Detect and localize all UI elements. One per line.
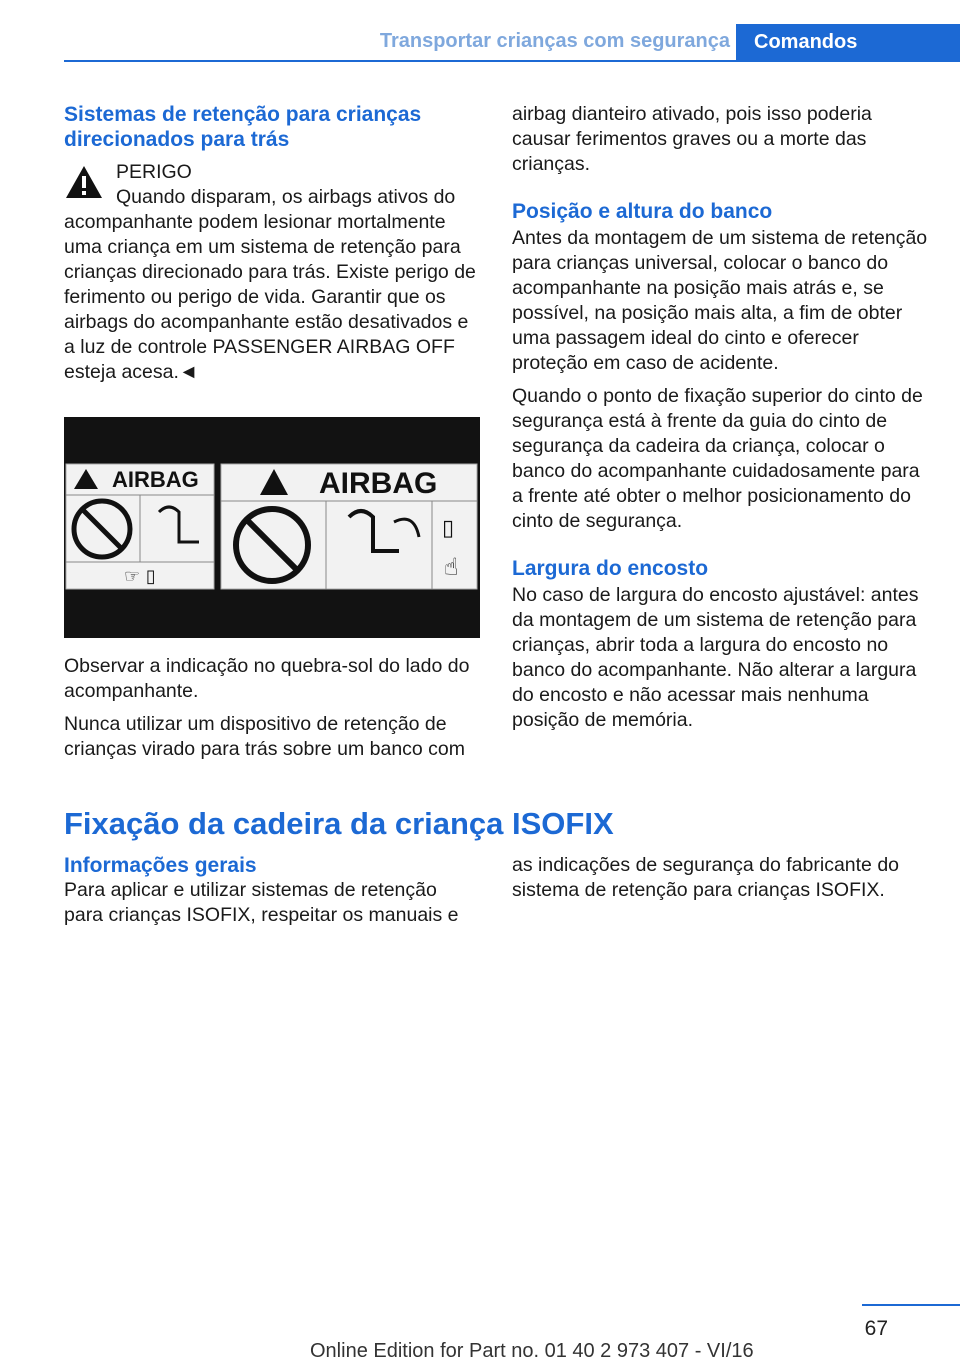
isofix-left [64,853,480,928]
para-isofix-right: as indicações de segurança do fabricante do sistema de retenção para crianças ISOFIX. [512,854,900,901]
para-never-use: Nunca utilizar um dispositivo de retenção de crianças virado para trás sobre um banco com [64,713,466,760]
right-column [512,102,932,733]
para-sunvisor: Observar a indicação no quebra-sol do lado do acompanhante. [64,655,470,702]
para-isofix-left: Para aplicar e utilizar sistemas de retenção para crianças ISOFIX, respeitar os manuais e [64,879,459,926]
warning-label: PERIGO [116,161,192,183]
footer-divider [862,1304,960,1306]
small-airbag-text: AIRBAG [112,467,199,492]
large-hand-icon: ☝ [444,553,459,581]
heading-general-info: Informações gerais [64,854,257,877]
heading-rear-facing: Sistemas de retenção para crianças direcionados para trás [64,103,422,151]
airbag-sticker-illustration [64,417,480,638]
warning-block [64,160,480,385]
para-backrest-width: No caso de largura do encosto ajustável: antes da montagem de um sistema de retenção para crianças, abrir toda a largura do encosto no banco do acompanhante. Não alterar a largura do encosto e não acessar mais nenhuma posição de memória. [512,584,919,731]
airbag-label-photo [64,417,480,638]
header-tab-comandos[interactable]: Comandos [736,24,960,61]
para-seat-position-1: Antes da montagem de um sistema de retenção para crianças universal, colocar o banco do acompanhante na posição mais atrás e, se possível, na posição mais alta, a fim de obter uma passagem ideal do cinto e oferecer proteção em caso de acidente. [512,227,928,374]
small-hand-book-icon: ☞ ▯ [124,566,156,587]
isofix-right [512,853,932,903]
edition-text: Online Edition for Part no. 01 40 2 973 407 - VI/16 [310,1340,754,1362]
heading-seat-position: Posição e altura do banco [512,200,773,223]
warning-first-line: Quando disparam, os airbags ativos do [116,186,456,208]
para-seat-position-2: Quando o ponto de fixação superior do cinto de segurança está à frente da guia do cinto de segurança da cadeira da criança, colocar o banco do acompanhante cuidadosamente para a frente até obter o melhor posicionamento do cinto de segurança. [512,385,923,532]
left-column [64,102,480,762]
para-continuation: airbag dianteiro ativado, pois isso poderia causar ferimentos graves ou a morte das crianças. [512,103,872,175]
page-number: 67 [864,1317,888,1340]
warning-triangle-icon [64,164,104,200]
large-book-icon: ▯ [442,516,455,541]
large-airbag-text: AIRBAG [319,467,438,500]
heading-backrest-width: Largura do encosto [512,557,709,580]
warning-text: acompanhante podem lesionar mortalmente uma criança em um sistema de retenção para crianças direcionado para trás. Existe perigo de ferimento ou perigo de vida. Garantir que os airbags do acompanhante estão desativados e a luz de controle PASSENGER AIRBAG OFF esteja acesa.◄ [64,211,476,383]
header-section-title: Transportar crianças com segurança [379,30,730,52]
header-divider [64,60,960,62]
heading-isofix: Fixação da cadeira da criança ISOFIX [64,806,614,841]
